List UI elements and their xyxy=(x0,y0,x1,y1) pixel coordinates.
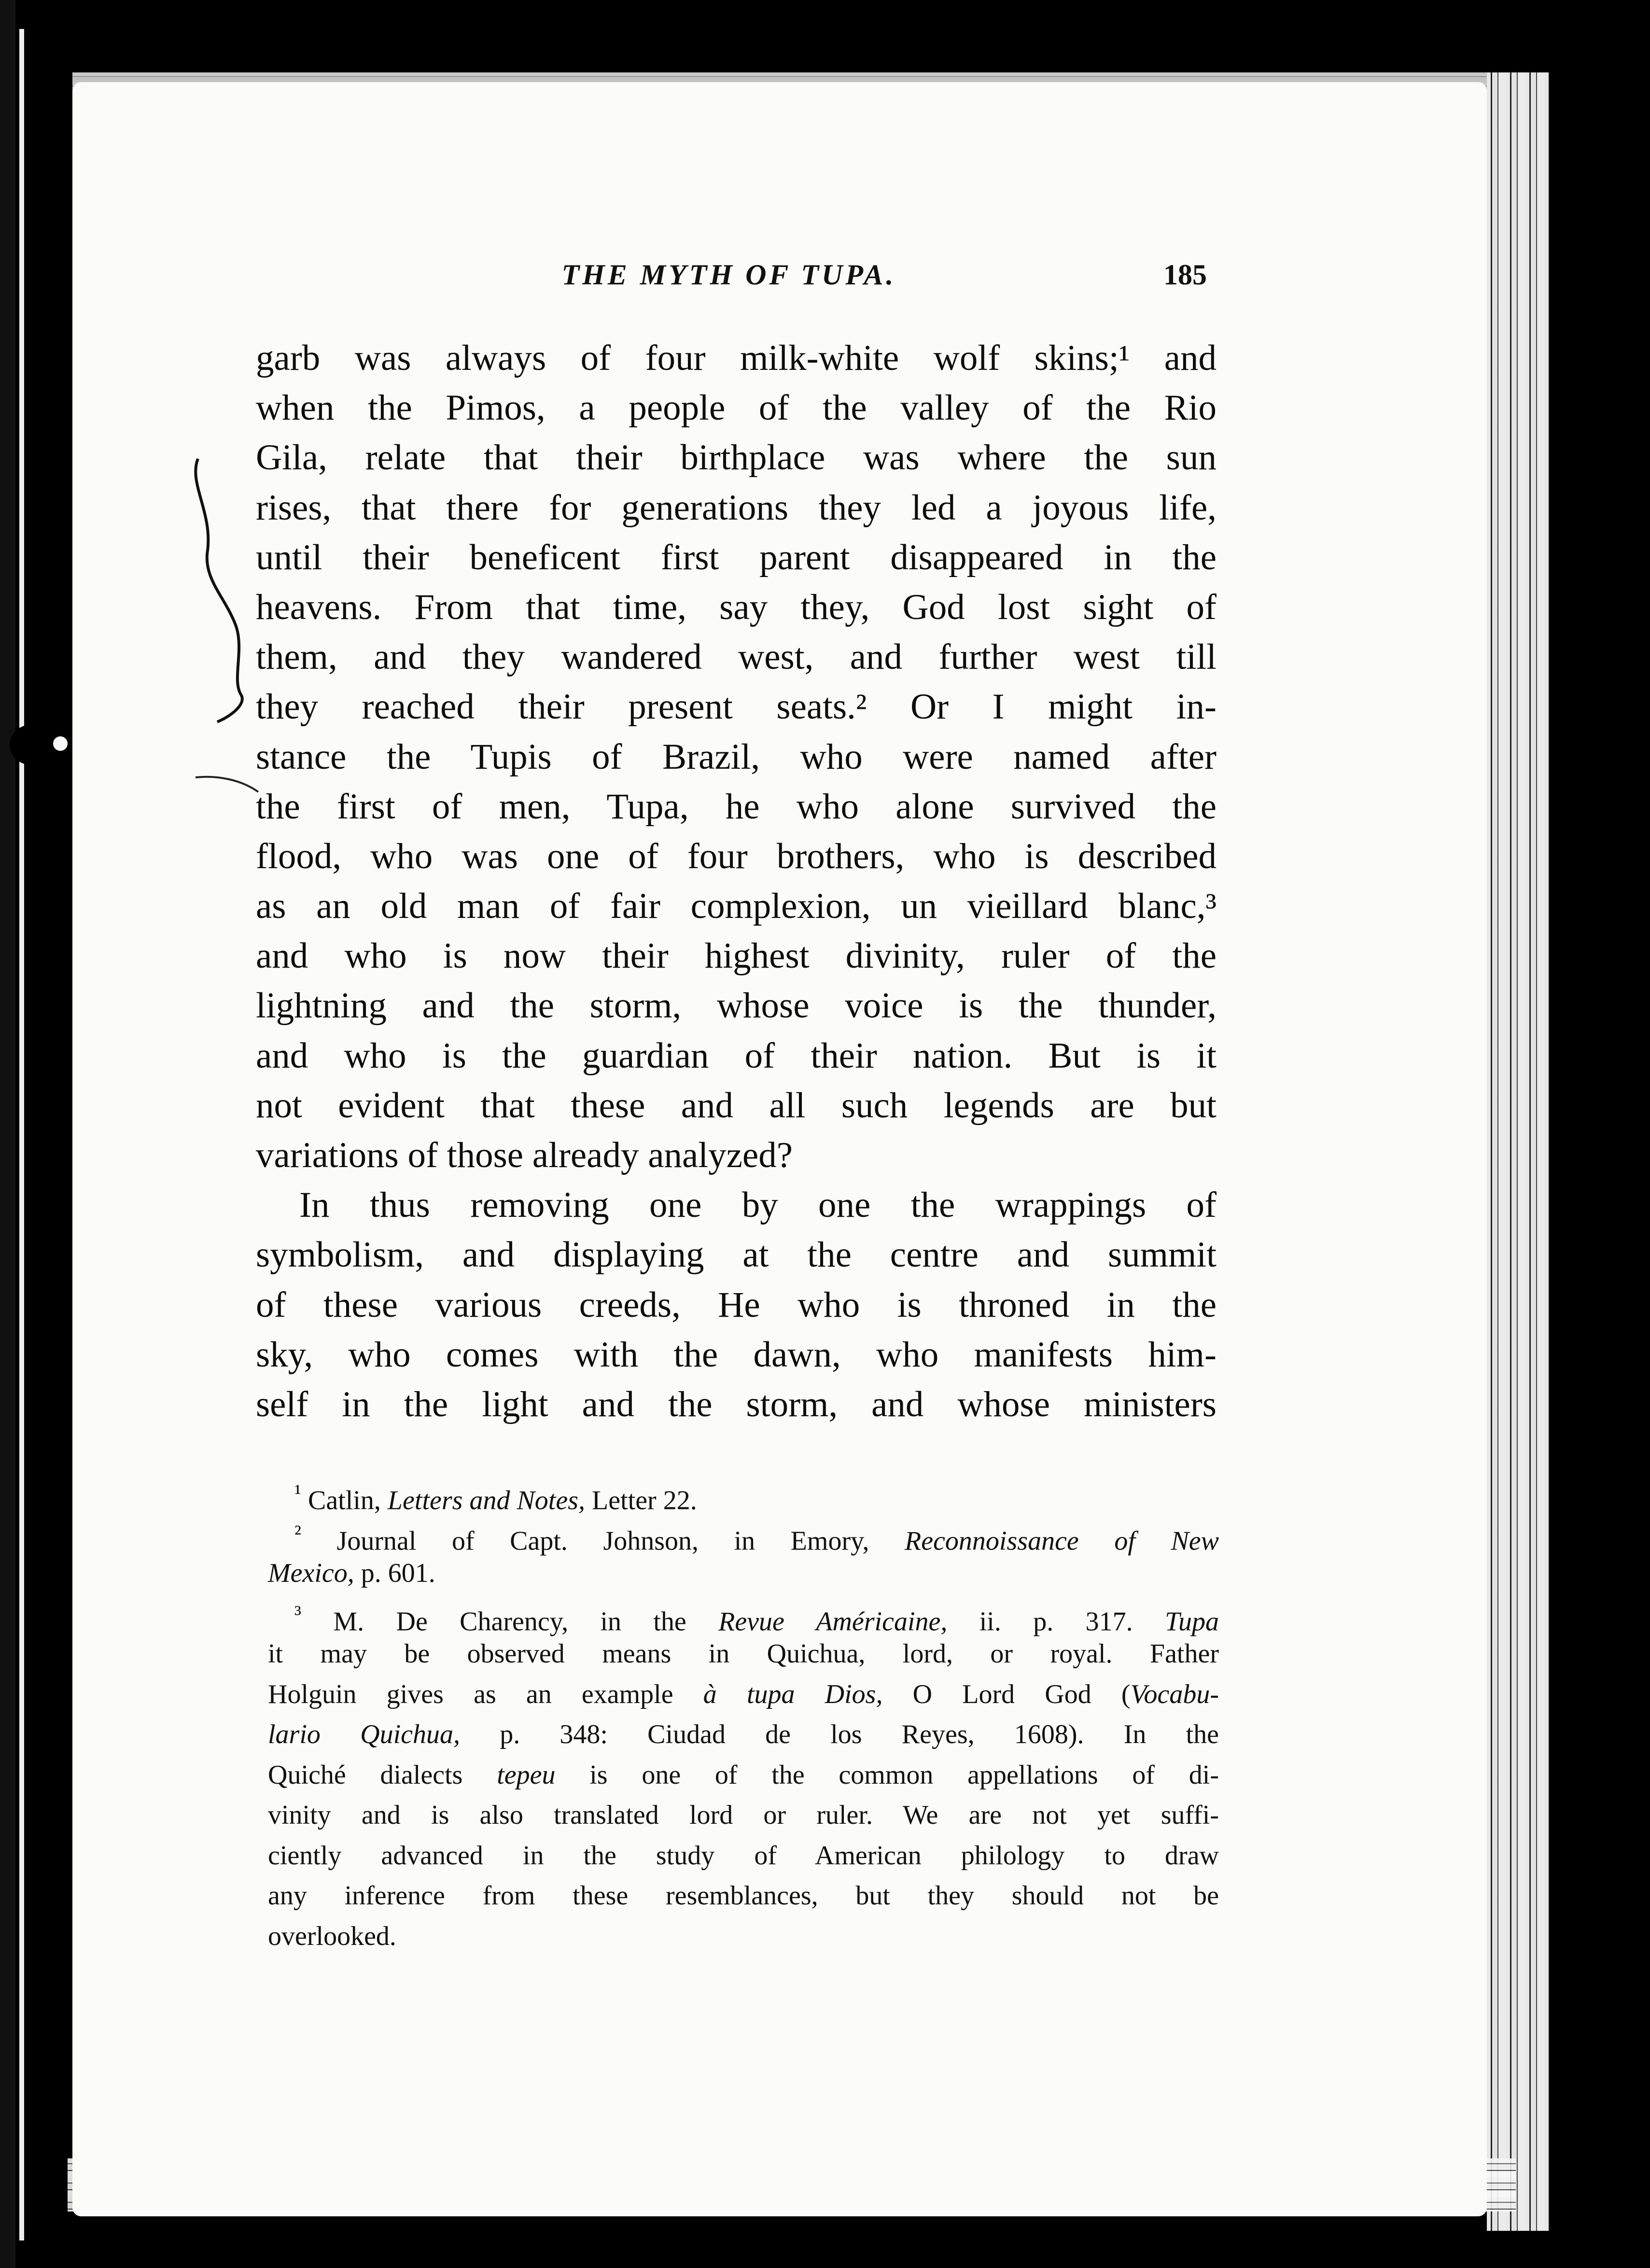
ink-blot-highlight xyxy=(53,736,68,751)
footnote-3-line-3 xyxy=(268,1675,1219,1715)
page-edge-right xyxy=(1487,72,1550,2231)
body-line: rises, that there for generations they led a joyous life, xyxy=(256,487,1217,528)
footnote-text: ii. p. 317. xyxy=(979,1606,1133,1637)
footnote-title: Vocabu- xyxy=(1130,1679,1219,1709)
footnote-text: Holguin gives as an example xyxy=(268,1679,673,1709)
body-line: not evident that these and all such legends are but xyxy=(256,1085,1217,1126)
footnote-term: Tupa xyxy=(1164,1606,1219,1637)
book-binding-shadow xyxy=(0,0,15,2268)
body-line: they reached their present seats.² Or I might in- xyxy=(256,687,1217,727)
footnote-text: Quiché dialects xyxy=(268,1760,463,1790)
body-line: lightning and the storm, whose voice is the thunder, xyxy=(256,986,1217,1026)
footnote-title: Mexico, xyxy=(268,1558,354,1588)
body-line: and who is the guardian of their nation. But is it xyxy=(256,1035,1217,1076)
footnote-title: Letters and Notes, xyxy=(387,1485,586,1516)
body-line: heavens. From that time, say they, God lost sight of xyxy=(256,587,1217,627)
running-head xyxy=(251,258,1207,302)
body-line: self in the light and the storm, and whose ministers xyxy=(256,1384,1217,1424)
footnote-text: O Lord God ( xyxy=(912,1679,1131,1709)
footnote-marker: ² xyxy=(294,1520,301,1546)
footnote-3-line-5 xyxy=(268,1755,1219,1796)
pencil-bracket-mark xyxy=(183,454,261,724)
body-line: stance the Tupis of Brazil, who were named after xyxy=(256,736,1217,777)
body-line: sky, who comes with the dawn, who manifests him- xyxy=(256,1334,1217,1375)
footnote-3-line-2: it may be observed means in Quichua, lord, or royal. Father xyxy=(268,1639,1219,1669)
footnote-text: p. 348: Ciudad de los Reyes, 1608). In the xyxy=(500,1719,1219,1749)
footnote-2-line-2 xyxy=(268,1553,1219,1594)
ink-blot-mark xyxy=(10,724,56,765)
body-line: when the Pimos, a people of the valley of the Rio xyxy=(256,388,1217,428)
footnote-2-line-1 xyxy=(268,1513,1219,1554)
footnote-marker: ³ xyxy=(294,1601,301,1626)
footnotes xyxy=(268,1473,1219,1957)
body-line: of these various creeds, He who is throned in the xyxy=(256,1284,1217,1325)
body-line: and who is now their highest divinity, ruler of the xyxy=(256,936,1217,976)
footnote-3-line-4 xyxy=(268,1715,1219,1755)
footnote-title: lario Quichua, xyxy=(268,1719,460,1749)
footnote-3-line-6: vinity and is also translated lord or ruler. We are not yet suffi- xyxy=(268,1800,1219,1830)
body-text xyxy=(256,333,1217,1429)
footnote-title: Revue Américaine, xyxy=(718,1606,948,1637)
running-title: THE MYTH OF TUPA. xyxy=(561,259,896,291)
footnote-3-line-1 xyxy=(268,1594,1219,1637)
body-line: flood, who was one of four brothers, who is described xyxy=(256,836,1217,876)
footnote-marker: ¹ xyxy=(294,1480,301,1505)
body-line-paragraph-start: In thus removing one by one the wrappings of xyxy=(299,1185,1217,1226)
footnote-text: is one of the common appellations of di- xyxy=(589,1760,1219,1790)
body-line: them, and they wandered west, and further west till xyxy=(256,637,1217,677)
body-line: until their beneficent first parent disappeared in the xyxy=(256,537,1217,578)
footnote-title: Reconnoissance of New xyxy=(905,1526,1219,1556)
footnote-3-line-9: overlooked. xyxy=(268,1921,396,1951)
book-binding-edge xyxy=(19,29,24,2240)
page-number: 185 xyxy=(1163,259,1207,291)
footnote-author: Catlin, xyxy=(308,1485,381,1516)
body-line: as an old man of fair complexion, un vieillard blanc,³ xyxy=(256,886,1217,927)
body-line: variations of those already analyzed? xyxy=(256,1135,793,1175)
pencil-dash-mark xyxy=(193,773,261,797)
footnote-3-line-7: ciently advanced in the study of American philology to draw xyxy=(268,1840,1219,1871)
body-line: Gila, relate that their birthplace was where the sun xyxy=(256,437,1217,478)
footnote-text: Letter 22. xyxy=(592,1485,697,1516)
body-line: the first of men, Tupa, he who alone survived the xyxy=(256,786,1217,827)
footnote-text: Journal of Capt. Johnson, in Emory, xyxy=(336,1526,869,1556)
body-line: garb was always of four milk-white wolf skins;¹ and xyxy=(256,338,1217,378)
footnote-3-line-8: any inference from these resemblances, but they should not be xyxy=(268,1881,1219,1911)
footnote-1 xyxy=(268,1473,1219,1516)
footnote-term: à tupa Dios, xyxy=(703,1679,883,1709)
footnote-text: M. De Charency, in the xyxy=(333,1606,686,1637)
footnote-text: p. 601. xyxy=(361,1558,435,1588)
footnote-term: tepeu xyxy=(497,1760,556,1790)
body-line: symbolism, and displaying at the centre and summit xyxy=(256,1235,1217,1275)
